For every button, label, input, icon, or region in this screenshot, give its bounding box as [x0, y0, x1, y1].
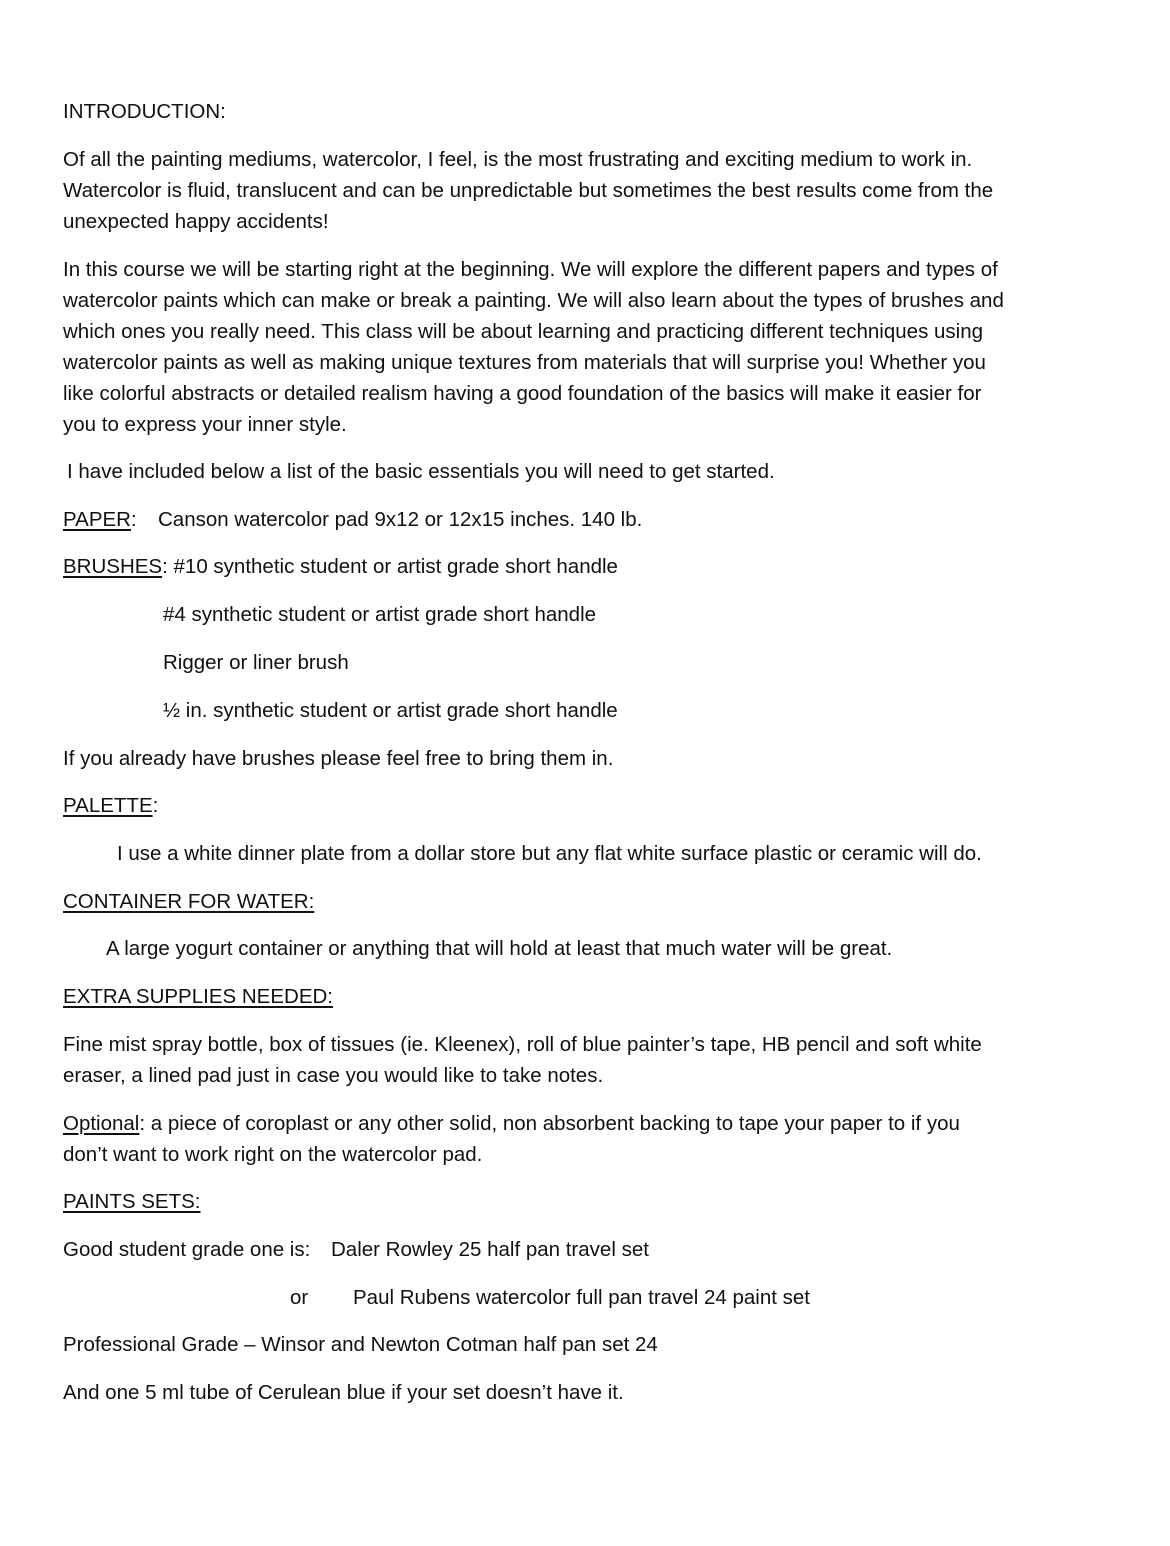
extra-supplies-line-2: eraser, a lined pad just in case you would like to take notes.	[63, 1064, 604, 1087]
introduction-heading: INTRODUCTION:	[63, 100, 226, 123]
intro-paragraph-2-line-4: watercolor paints as well as making unique textures from materials that will surprise you! Whether you	[63, 351, 986, 374]
intro-paragraph-2-line-5: like colorful abstracts or detailed realism having a good foundation of the basics will make it easier for	[63, 382, 982, 405]
or-text: or	[290, 1286, 309, 1309]
optional-line-1	[63, 1108, 960, 1139]
optional-text-1: : a piece of coroplast or any other solid, non absorbent backing to tape your paper to if you	[139, 1112, 960, 1135]
container-heading: CONTAINER FOR WATER:	[63, 890, 315, 913]
brushes-colon: :	[162, 555, 168, 578]
brush-item-4: ½ in. synthetic student or artist grade short handle	[163, 699, 618, 722]
paper-row	[63, 504, 643, 535]
intro-paragraph-2-line-6: you to express your inner style.	[63, 413, 347, 436]
student-grade-prefix: Good student grade one is:	[63, 1238, 311, 1261]
extra-supplies-heading: EXTRA SUPPLIES NEEDED:	[63, 985, 334, 1008]
optional-label: Optional	[63, 1112, 140, 1135]
palette-heading	[63, 790, 158, 821]
intro-paragraph-3: I have included below a list of the basic essentials you will need to get started.	[67, 460, 775, 483]
optional-line-2: don’t want to work right on the watercolor pad.	[63, 1143, 483, 1166]
professional-grade: Professional Grade – Winsor and Newton Cotman half pan set 24	[63, 1333, 658, 1356]
palette-colon: :	[152, 794, 159, 817]
alternate-set: Paul Rubens watercolor full pan travel 24 paint set	[353, 1286, 810, 1309]
extra-supplies-line-1: Fine mist spray bottle, box of tissues (ie. Kleenex), roll of blue painter’s tape, HB pencil and soft white	[63, 1033, 982, 1056]
intro-paragraph-1-line-2: Watercolor is fluid, translucent and can be unpredictable but sometimes the best results come from the	[63, 179, 994, 202]
brushes-row	[63, 551, 618, 582]
brush-item-2: #4 synthetic student or artist grade short handle	[163, 603, 597, 626]
intro-paragraph-1-line-1: Of all the painting mediums, watercolor, I feel, is the most frustrating and exciting medium to work in.	[63, 148, 973, 171]
intro-paragraph-2-line-2: watercolor paints which can make or break a painting. We will also learn about the types of brushes and	[63, 289, 1004, 312]
container-text: A large yogurt container or anything that will hold at least that much water will be great.	[106, 937, 893, 960]
brush-item-1: #10 synthetic student or artist grade short handle	[173, 555, 618, 578]
paints-sets-heading: PAINTS SETS:	[63, 1190, 201, 1213]
paper-colon: :	[130, 508, 137, 531]
or-row	[290, 1282, 810, 1313]
intro-paragraph-2-line-3: which ones you really need. This class will be about learning and practicing different techniques using	[63, 320, 984, 343]
brush-item-3: Rigger or liner brush	[163, 651, 349, 674]
cerulean-note: And one 5 ml tube of Cerulean blue if your set doesn’t have it.	[63, 1381, 624, 1404]
student-grade-row	[63, 1234, 649, 1265]
intro-paragraph-2-line-1: In this course we will be starting right at the beginning. We will explore the different papers and types of	[63, 258, 998, 281]
brushes-label: BRUSHES	[63, 555, 163, 578]
palette-label: PALETTE	[63, 794, 153, 817]
student-grade-set: Daler Rowley 25 half pan travel set	[331, 1238, 649, 1261]
paper-text: Canson watercolor pad 9x12 or 12x15 inches. 140 lb.	[158, 508, 643, 531]
palette-text: I use a white dinner plate from a dollar store but any flat white surface plastic or ceramic will do.	[117, 842, 982, 865]
brushes-note: If you already have brushes please feel free to bring them in.	[63, 747, 614, 770]
intro-paragraph-1-line-3: unexpected happy accidents!	[63, 210, 329, 233]
paper-label: PAPER	[63, 508, 131, 531]
